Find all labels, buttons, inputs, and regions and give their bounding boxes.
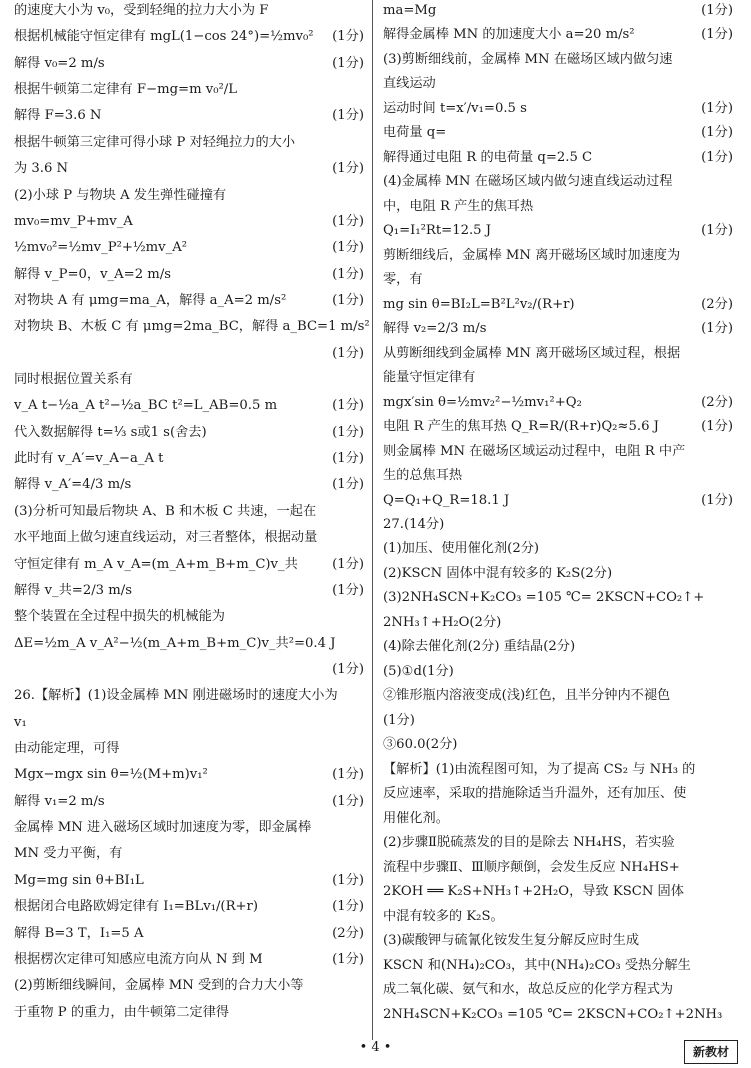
text-line: ③60.0(2分) xyxy=(383,737,458,753)
text-line: ΔE=½m_A v_A²−½(m_A+m_B+m_C)v_共²=0.4 J xyxy=(14,635,336,651)
text-line: 直线运动 xyxy=(383,76,436,92)
text-line: 根据牛顿第二定律有 F−mg=m v₀²/L xyxy=(14,82,237,98)
text-line: 由动能定理，可得 xyxy=(14,741,120,757)
text-line: MN 受力平衡，有 xyxy=(14,846,123,862)
text-line: 27.(14分) xyxy=(383,517,445,532)
text-line: 能量守恒定律有 xyxy=(383,370,476,386)
text-line: v_A t−½a_A t²−½a_BC t²=L_AB=0.5 m xyxy=(14,398,278,414)
score-mark: (1分) xyxy=(701,492,733,508)
score-mark: (2分) xyxy=(701,394,733,410)
score-mark: (1分) xyxy=(701,100,733,116)
page-number: • 4 • xyxy=(359,1040,392,1055)
text-line: 根据机械能守恒定律有 mgL(1−cos 24°)=½mv₀² xyxy=(14,29,314,45)
text-line: 成二氧化碳、氨气和水，故总反应的化学方程式为 xyxy=(383,982,674,998)
score-mark: (1分) xyxy=(332,55,364,71)
text-line: 同时根据位置关系有 xyxy=(14,372,133,388)
score-mark: (1分) xyxy=(332,398,364,414)
text-line: Q=Q₁+Q_R=18.1 J xyxy=(383,492,510,508)
text-line: 解得 v_P=0，v_A=2 m/s xyxy=(14,266,172,282)
score-mark: (1分) xyxy=(332,213,364,229)
score-mark: (2分) xyxy=(701,296,733,312)
text-line: 的速度大小为 v₀，受到轻绳的拉力大小为 F xyxy=(14,3,269,18)
text-line: 流程中步骤Ⅱ、Ⅲ顺序颠倒，会发生反应 NH₄HS+ xyxy=(383,859,680,875)
text-line: 26.【解析】(1)设金属棒 MN 刚进磁场时的速度大小为 xyxy=(14,688,338,704)
text-line: Mg=mg sin θ+BI₁L xyxy=(14,872,144,888)
text-line: 运动时间 t=x′/v₁=0.5 s xyxy=(383,100,527,116)
text-line: 【解析】(1)由流程图可知，为了提高 CS₂ 与 NH₃ 的 xyxy=(383,761,696,777)
publisher-logo: 新教材 xyxy=(684,1040,738,1064)
text-line: 解得 v_共=2/3 m/s xyxy=(14,582,132,598)
text-line: 解得 v₀=2 m/s xyxy=(14,55,105,71)
text-line: 中，电阻 R 产生的焦耳热 xyxy=(383,198,534,214)
score-mark: (1分) xyxy=(332,767,364,783)
text-line: (2)步骤Ⅱ脱硫蒸发的目的是除去 NH₄HS，若实验 xyxy=(383,835,675,851)
text-line: Q₁=I₁²Rt=12.5 J xyxy=(383,223,492,239)
score-mark: (1分) xyxy=(332,161,364,177)
text-line: (3)分析可知最后物块 A、B 和木板 C 共速，一起在 xyxy=(14,503,317,519)
score-mark: (1分) xyxy=(332,899,364,915)
score-mark: (1分) xyxy=(701,125,733,141)
score-mark: (1分) xyxy=(332,451,364,467)
text-line: 守恒定律有 m_A v_A=(m_A+m_B+m_C)v_共 xyxy=(14,556,298,572)
text-line: 为 3.6 N xyxy=(14,161,69,177)
score-mark: (1分) xyxy=(332,582,364,598)
text-line: v₁ xyxy=(14,714,27,730)
score-mark: (1分) xyxy=(701,27,733,43)
text-line: 此时有 v_A′=v_A−a_A t xyxy=(14,451,164,467)
score-mark: (1分) xyxy=(332,292,364,308)
text-line: 解得 v₁=2 m/s xyxy=(14,793,105,809)
text-line: 解得 B=3 T，I₁=5 A xyxy=(14,925,144,941)
text-line: 2KOH ══ K₂S+NH₃↑+2H₂O，导致 KSCN 固体 xyxy=(383,884,684,900)
score-mark: (1分) xyxy=(332,951,364,967)
text-line: (2)小球 P 与物块 A 发生弹性碰撞有 xyxy=(14,187,227,203)
text-line: 中混有较多的 K₂S。 xyxy=(383,908,504,924)
text-line: 解得 F=3.6 N xyxy=(14,108,102,124)
text-line: 反应速率，采取的措施除适当升温外，还有加压、使 xyxy=(383,786,687,802)
score-mark: (1分) xyxy=(701,149,733,165)
score-mark: (1分) xyxy=(332,424,364,440)
score-mark: (1分) xyxy=(332,477,364,493)
text-line: KSCN 和(NH₄)₂CO₃，其中(NH₄)₂CO₃ 受热分解生 xyxy=(383,957,691,973)
text-line: 解得 v₂=2/3 m/s xyxy=(383,321,487,337)
text-line: 金属棒 MN 进入磁场区域时加速度为零，即金属棒 xyxy=(14,820,312,836)
score-mark: (1分) xyxy=(332,29,364,45)
score-mark: (1分) xyxy=(332,266,364,282)
score-mark: (1分) xyxy=(332,556,364,572)
text-line: mgx′sin θ=½mv₂²−½mv₁²+Q₂ xyxy=(383,394,582,410)
text-line: 2NH₄SCN+K₂CO₃ =105 ℃= 2KSCN+CO₂↑+2NH₃ xyxy=(383,1006,723,1022)
text-line: 对物块 B、木板 C 有 μmg=2ma_BC，解得 a_BC=1 m/s² xyxy=(14,319,370,335)
text-line: 解得 v_A′=4/3 m/s xyxy=(14,477,132,493)
text-line: (4)除去催化剂(2分) 重结晶(2分) xyxy=(383,639,576,655)
text-line: 于重物 P 的重力，由牛顿第二定律得 xyxy=(14,1004,230,1020)
text-line: ½mv₀²=½mv_P²+½mv_A² xyxy=(14,240,188,256)
text-line: 代入数据解得 t=⅓ s或1 s(舍去) xyxy=(14,424,207,440)
text-line: (2)KSCN 固体中混有较多的 K₂S(2分) xyxy=(383,565,613,581)
text-line: 解得金属棒 MN 的加速度大小 a=20 m/s² xyxy=(383,27,635,43)
text-line: (3)剪断细线前，金属棒 MN 在磁场区域内做匀速 xyxy=(383,51,673,67)
text-line: 剪断细线后，金属棒 MN 离开磁场区域时加速度为 xyxy=(383,247,681,263)
text-line: 解得通过电阻 R 的电荷量 q=2.5 C xyxy=(383,149,593,165)
text-line: 2NH₃↑+H₂O(2分) xyxy=(383,614,502,630)
score-mark: (1分) xyxy=(332,240,364,256)
text-line: (1)加压、使用催化剂(2分) xyxy=(383,541,540,557)
text-line: 根据闭合电路欧姆定律有 I₁=BLv₁/(R+r) xyxy=(14,899,258,915)
text-line: ②锥形瓶内溶液变成(浅)红色，且半分钟内不褪色 xyxy=(383,688,671,704)
score-mark: (1分) xyxy=(701,223,733,239)
score-mark: (1分) xyxy=(332,793,364,809)
text-line: 电阻 R 产生的焦耳热 Q_R=R/(R+r)Q₂≈5.6 J xyxy=(383,419,659,435)
text-line: 水平地面上做匀速直线运动，对三者整体，根据动量 xyxy=(14,530,318,546)
score-mark: (1分) xyxy=(701,321,733,337)
text-line: mv₀=mv_P+mv_A xyxy=(14,213,133,229)
score-mark: (1分) xyxy=(332,345,364,361)
text-line: (1分) xyxy=(383,712,415,728)
text-line: (3)碳酸钾与硫氰化铵发生复分解反应时生成 xyxy=(383,933,640,949)
text-line: 零，有 xyxy=(383,272,423,288)
text-line: 根据楞次定律可知感应电流方向从 N 到 M xyxy=(14,951,263,967)
text-line: (4)金属棒 MN 在磁场区域内做匀速直线运动过程 xyxy=(383,174,673,190)
text-line: 根据牛顿第三定律可得小球 P 对轻绳拉力的大小 xyxy=(14,134,296,150)
score-mark: (1分) xyxy=(701,3,733,18)
text-line: 用催化剂。 xyxy=(383,810,449,826)
text-line: (2)剪断细线瞬间，金属棒 MN 受到的合力大小等 xyxy=(14,978,304,994)
text-line: 电荷量 q= xyxy=(383,125,447,141)
text-line: (3)2NH₄SCN+K₂CO₃ =105 ℃= 2KSCN+CO₂↑+ xyxy=(383,590,705,606)
text-line: (5)①d(1分) xyxy=(383,663,454,679)
text-line: 则金属棒 MN 在磁场区域运动过程中，电阻 R 中产 xyxy=(383,443,686,459)
score-mark: (2分) xyxy=(332,925,364,941)
text-line: 整个装置在全过程中损失的机械能为 xyxy=(14,609,225,625)
score-mark: (1分) xyxy=(701,419,733,435)
score-mark: (1分) xyxy=(332,872,364,888)
text-line: ma=Mg xyxy=(383,3,437,18)
score-mark: (1分) xyxy=(332,108,364,124)
text-line: 从剪断细线到金属棒 MN 离开磁场区域过程，根据 xyxy=(383,345,681,361)
column-divider xyxy=(372,0,373,1040)
text-line: 对物块 A 有 μmg=ma_A，解得 a_A=2 m/s² xyxy=(14,292,287,308)
score-mark: (1分) xyxy=(332,661,364,677)
text-line: 生的总焦耳热 xyxy=(383,468,463,484)
text-line: mg sin θ=BI₂L=B²L²v₂/(R+r) xyxy=(383,296,575,312)
text-line: Mgx−mgx sin θ=½(M+m)v₁² xyxy=(14,767,208,783)
